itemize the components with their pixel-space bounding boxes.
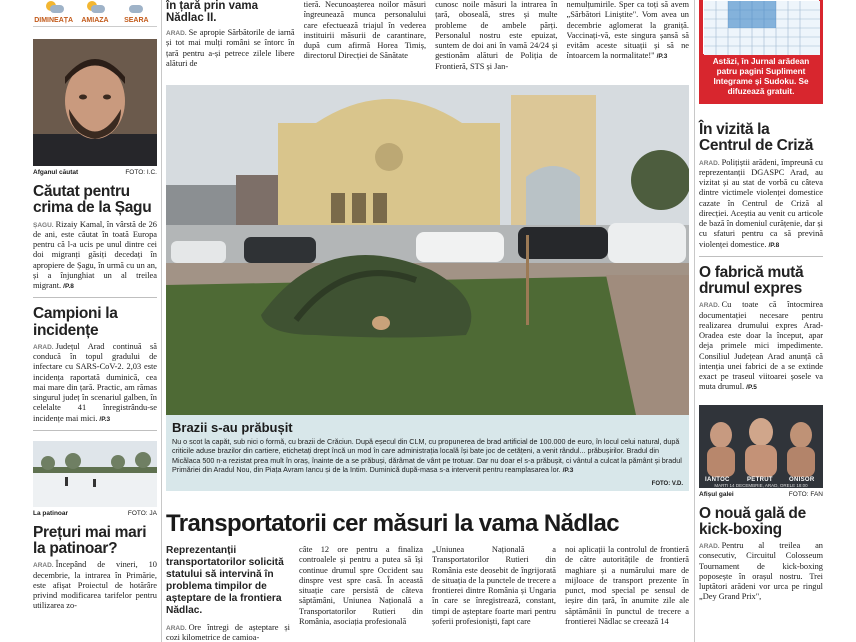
text-column: Reprezentanții transportatorilor solicită statului să intervină în problema timpilor de așteptare de la frontiera Nădlac. ARAD. Ore întregi de așteptare și cozi kilometrice de camioa-	[166, 545, 290, 642]
headline-tail: în țară prin vama Nădlac II.	[166, 0, 259, 25]
kickboxing-poster	[699, 405, 823, 488]
story-body: ARAD. Județul Arad continuă să conducă în topul gradului de infectare cu SARS-CoV-2. 2,03 este incidența raportată duminică, cea mai mare din țară. Practic, am rămas singurul județ în scenariul galben, în celelalte 41 înregistrându-se incidențe mai mici. /P.3	[33, 341, 157, 423]
weather-morning	[33, 0, 74, 26]
left-column	[33, 0, 157, 642]
weather-evening	[116, 0, 157, 26]
fighter-name: PETRUT	[747, 476, 773, 483]
weather-noon	[74, 0, 115, 26]
story-body: ARAD. Polițiștii arădeni, împreună cu reprezentanții DGASPC Arad, au vizitat și au stat de vorbă cu câteva dintre victimele violenței domestice cazate în Centrul de Criză al direcției. Aceștia au venit cu articole de bază în domeniul curățenie, dar și cu sfaturi pentru ca să prevină violenței domestice. /P.8	[699, 157, 823, 249]
rink-image	[33, 441, 157, 507]
story-headline[interactable]: O fabrică mută drumul expres	[699, 263, 804, 298]
text-column: câte 12 ore pentru a finaliza controalele și pentru a putea să își continue drumul spre Occident sau dinspre vest spre casă. În această situație care persistă de câteva săptămâni, Uniunea Națională a Transportatorilor Rutieri din România, asociația profesională	[299, 545, 423, 626]
column-divider-left	[161, 0, 162, 642]
divider	[33, 297, 157, 298]
photo-caption: Afișul galei FOTO: FAN	[699, 490, 823, 498]
fighter-name: IANTOC	[705, 476, 730, 483]
photo-caption-box: Brazii s-au prăbușit Nu o scot la capăt, sub nici o formă, cu brazii de Crăciun. După eșecul din CLM, cu propunerea de brad artificial de 100.000 de euro, în locul celui natural, după criticile aduse brazilor din cartiere, etichetați drept încă un mod în care administrația locală își bate joc de cetățeni, a venit rândul... prăbușirilor. Bradul din Micălaca 500 n-a rezistat prea mult în oraș, înainte de a se prăbuși, dărâmat de vânt pe trotuar. Dar nu doar el s-a prăbușit, ci vântul a culcat la pământ și bradul Primăriei din Aradul Nou, din Piața Avram Iancu și de la Intim. Duminică după-masa s-a intervenit pentru reamplasarea lor. /P.3 FOTO: V.D.	[166, 415, 689, 491]
story-body: ARAD. Pentru al treilea an consecutiv, Circuitul Colosseum Tournament de kick-boxing poposește în orașul nostru. Trei luptători arădeni vor urca pe ringul „Dey Grand Prix",	[699, 541, 823, 602]
story-body: ARAD. Începând de vineri, 10 decembrie, la intrarea în Primărie, este afișat Proiectul de hotărâre privind modificarea tarifelor pentru utilizarea zo-	[33, 560, 157, 611]
text-column: în țară prin vama Nădlac II. ARAD. Se apropie Sărbătorile de iarnă și tot mai mulți români se întorc în țară pentru a-și petrece zilele libere alături de	[166, 0, 295, 68]
weather-label: AMIAZA	[81, 17, 109, 24]
main-article	[166, 545, 689, 642]
weather-label: DIMINEAȚA	[34, 17, 74, 24]
fighter-name: ONISOR	[789, 476, 815, 483]
supplement-promo[interactable]	[699, 0, 823, 104]
photo-caption: Afganul căutat FOTO: I.C.	[33, 169, 157, 176]
story-headline[interactable]: O nouă gală de kick-boxing	[699, 504, 806, 538]
weather-label: SEARA	[124, 17, 149, 24]
text-column: tieră. Necunoașterea noilor măsuri îngreunează munca personalului care efectuează triajul în vederea instituirii măsurii de carantinare, după cum afirmă Horea Timiș, directorul Direcției de Sănătate	[303, 0, 427, 61]
photo-caption: La patinoar FOTO: JA	[33, 509, 157, 517]
right-column	[699, 0, 823, 642]
portrait-image	[33, 39, 157, 166]
suspect-photo	[33, 39, 157, 166]
square-cathedral-image	[166, 85, 689, 415]
story-body: ȘAGU. Rizaiy Kamal, în vârstă de 26 de ani, este căutat în toată Europa pentru că l-a ucis pe unul dintre cei doi migranți găsiți decedați în apropiere de Șagu, în urmă cu un an, și a înjunghiat un al treilea migrant. /P.8	[33, 219, 157, 291]
event-date: MARTI 14 DECEMBRIE, ARAD, ORELE 18:00	[714, 482, 808, 488]
cloud-icon	[125, 0, 147, 14]
story-headline[interactable]: Căutat pentru crima de la Șagu	[33, 183, 152, 217]
article-deck: Reprezentanții transportatorilor solicită statului să intervină în problema timpilor de așteptare de la frontiera Nădlac.	[166, 545, 284, 617]
text-column: cunosc noile măsuri la intrarea în țară, oboseală, stres și multe probleme de ambele părți. Personalul nostru este epuizat, suntem de doi ani în vamă 24/24 și gestionăm alături de Poliția de Frontieră, STS și Jan-	[435, 0, 558, 71]
photo-credit: FOTO: V.D.	[651, 481, 683, 487]
divider	[33, 430, 157, 431]
story-body: ARAD. Cu toate că întocmirea documentației necesare pentru realizarea drumului expres Arad-Oradea este doar la început, apar deja primele mici impedimente. Consiliul Județean Arad anunță că intenția unei fabrici de a se extinde exact pe traseul viitoarei șosele va muta drumul. /P.5	[699, 300, 823, 392]
weather-strip	[33, 0, 157, 27]
sun-cloud-icon	[43, 0, 65, 14]
photo-story-title[interactable]: Brazii s-au prăbușit	[172, 420, 293, 435]
fallen-tree-photo	[166, 85, 689, 415]
center-column	[166, 0, 689, 642]
story-headline[interactable]: Campioni la incidențe	[33, 305, 118, 339]
story-headline[interactable]: În vizită la Centrul de Criză	[699, 121, 814, 155]
divider	[699, 256, 823, 257]
sun-cloud-icon	[84, 0, 106, 14]
text-column: noi aplicații la controlul de frontieră de către autoritățile de frontieră maghiare și a numărului mare de mijloace de transport prezente în punct, mod special pe sensul de ieșire din țară, în anumite zile ale săptămânii în punctul de trecere a frontierei Nădlac se creează 14	[565, 545, 689, 626]
text-column: nemulțumirile. Sper ca toți să avem „Sărbători Liniștite". Vom avea un decembrie aglomerat la graniță. Vaccinați-vă, este singura șansă să evităm aceste situații și să ne întoarcem la normalitate!" /P.3	[566, 0, 689, 61]
skating-rink-photo	[33, 441, 157, 507]
story-headline[interactable]: Prețuri mai mari la patinoar?	[33, 523, 147, 558]
promo-text: Astăzi, în Jurnal arădean patru pagini Supliment Integrame și Sudoku. Se difuzează gratuit.	[712, 57, 810, 96]
main-headline[interactable]: Transportatorii cer măsuri la vama Nădlac	[166, 510, 619, 537]
fighters-image	[699, 405, 823, 488]
article-continuation	[166, 0, 689, 80]
column-divider-right	[694, 0, 695, 642]
puzzle-grid-icon	[703, 0, 819, 54]
text-column: „Uniunea Națională a Transportatorilor Rutieri din România este deosebit de îngrijorată de situația de la punctele de trecere a frontierei dintre România și Ungaria în care se înregistrează, constant, timpi de așteptare foarte mari pentru șoferii profesioniști, fapt care	[432, 545, 556, 626]
